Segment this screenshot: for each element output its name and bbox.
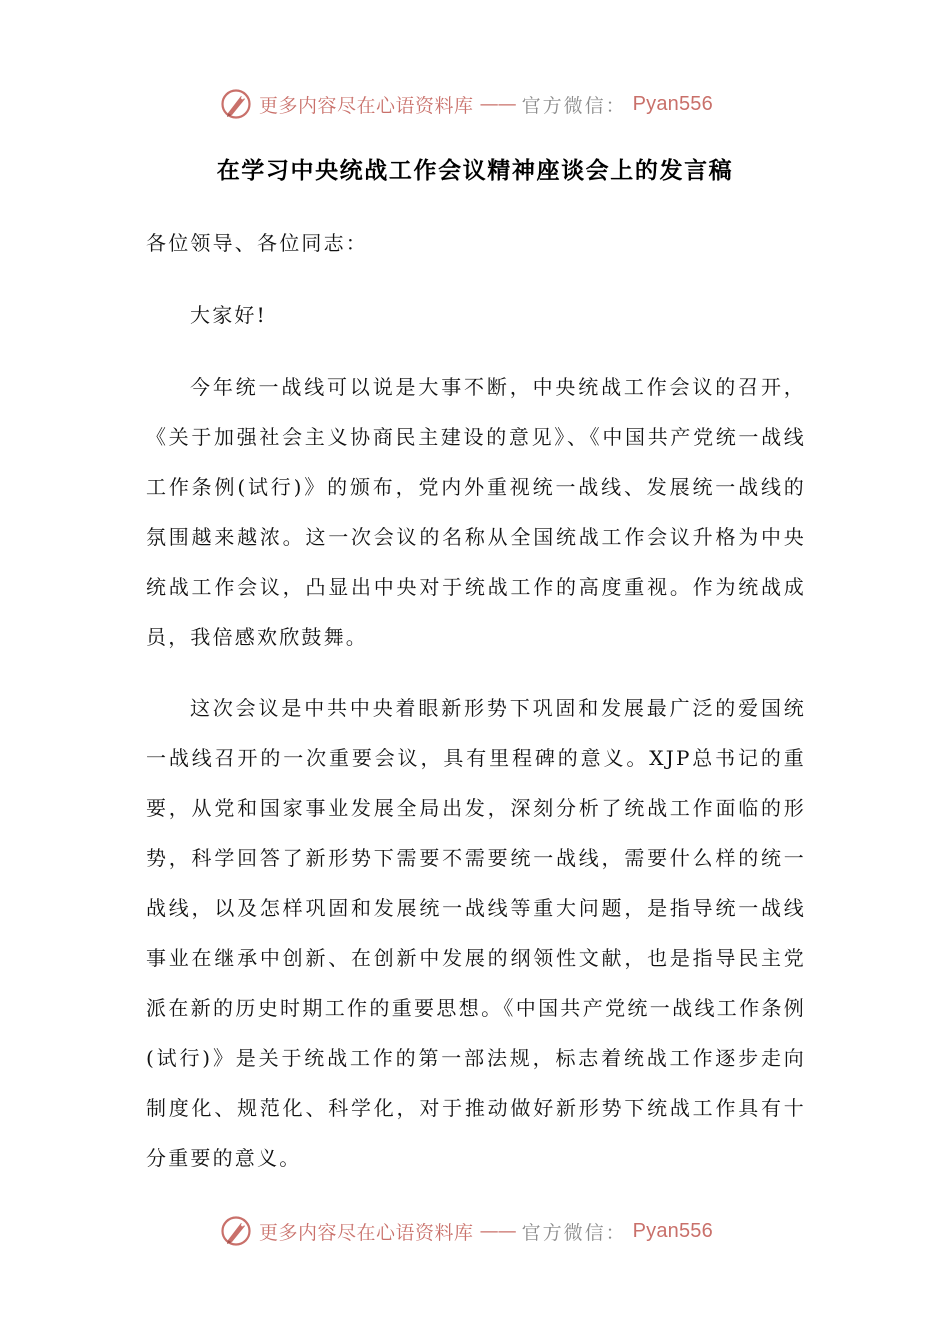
document-title: 在学习中央统战工作会议精神座谈会上的发言稿 [216, 158, 734, 184]
watermark-banner-content [219, 1214, 713, 1248]
watermark-wechat-label: 官方微信： [521, 94, 627, 117]
paragraph-2: 这次会议是中共中央着眼新形势下巩固和发展最广泛的爱国统一战线召开的一次重要会议，具有里程碑的意义。XJP总书记的重要，从党和国家事业发展全局出发，深刻分析了统战工作面临的形势，科学回答了新形势下需要不需要统一战线，需要什么样的统一战线，以及怎样巩固和发展统一战线等重大问题，是指导统一战线事业在继承中创新、在创新中发展的纲领性文献，也是指导民主党派在新的历史时期工作的重要思想。《中国共产党统一战线工作条例(试行)》是关于统战工作的第一部法规，标志着统战工作逐步走向制度化、规范化、科学化，对于推动做好新形势下统战工作具有十分重要的意义。 [146, 696, 806, 1170]
watermark-banner-top [0, 84, 950, 124]
watermark-slogan: 更多内容尽在心语资料库 [259, 94, 474, 117]
watermark-wechat-id: Pyan556 [632, 1219, 713, 1242]
watermark-slogan: 更多内容尽在心语资料库 [259, 1221, 474, 1244]
watermark-wechat-label: 官方微信： [521, 1221, 627, 1244]
watermark-banner-content [219, 87, 713, 121]
watermark-dash: —— [479, 93, 516, 115]
pen-nib-logo-icon [219, 1214, 253, 1248]
watermark-dash: —— [479, 1220, 516, 1242]
pen-nib-logo-icon [219, 87, 253, 121]
greeting: 大家好! [190, 303, 267, 327]
paragraph-1: 今年统一战线可以说是大事不断，中央统战工作会议的召开，《关于加强社会主义协商民主建设的意见》、《中国共产党统一战线工作条例(试行)》的颁布，党内外重视统一战线、发展统一战线的氛围越来越浓。这一次会议的名称从全国统战工作会议升格为中央统战工作会议，凸显出中央对于统战工作的高度重视。作为统战成员，我倍感欢欣鼓舞。 [146, 375, 806, 649]
salutation: 各位领导、各位同志： [146, 231, 368, 255]
watermark-wechat-id: Pyan556 [632, 92, 713, 115]
watermark-banner-bottom [0, 1211, 950, 1251]
